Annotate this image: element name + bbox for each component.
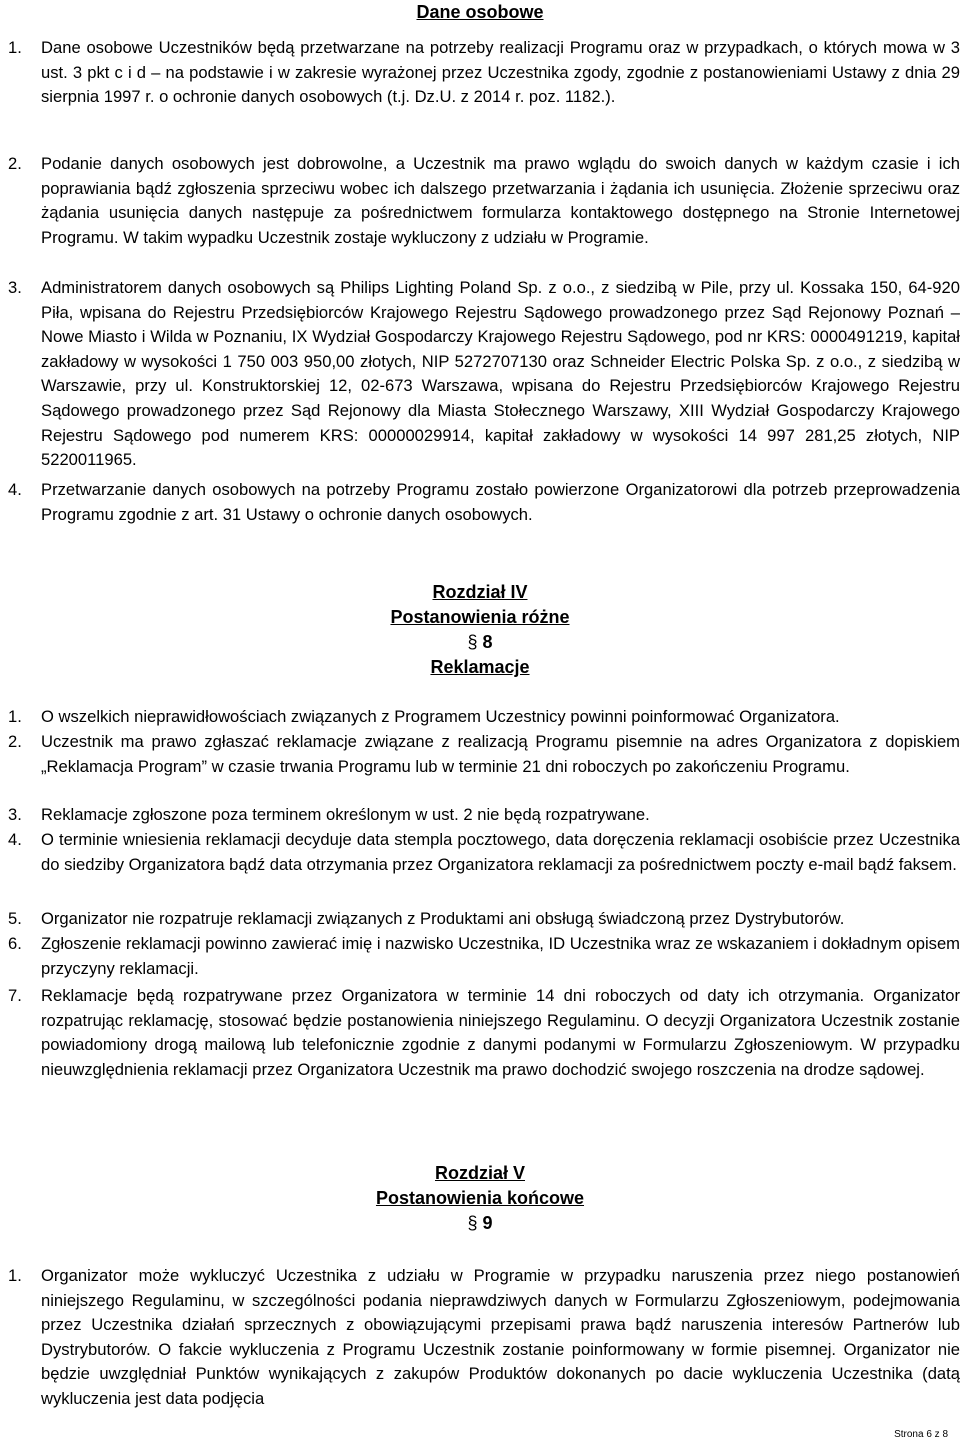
chapter-5-title: Postanowienia końcowe [375, 1188, 585, 1208]
page-number: Strona 6 z 8 [894, 1429, 948, 1440]
chapter-4-heading: Rozdział IV [432, 582, 528, 602]
paragraph-number-9: § 9 [467, 1213, 493, 1233]
paragraph-number-8: § 8 [467, 632, 493, 652]
document-page: Dane osobowe 1. Dane osobowe Uczestników będą przetwarzane na potrzeby realizacji Programu oraz w przypadkach, o których mowa w 3 ust. 3 pkt c i d – na podstawie i w zakresie wyrażonej przez Uczestnika zgody, zgodnie z postanowieniami Ustawy z dnia 29 sierpnia 1997 r. o ochronie danych osobowych (t.j. Dz.U. z 2014 r. poz. 1182.). 2. Podanie danych osobowych jest dobrowolne, a Uczestnik ma prawo wglądu do swoich danych w każdym czasie i ich poprawiania bądź zgłoszenia sprzeciwu wobec ich dalszego przetwarzania i żądania ich usunięcia. Złożenie sprzeciwu oraz żądania usunięcia danych następuje za pośrednictwem formularza kontaktowego dostępnego na Stronie Internetowej Programu. W takim wypadku Uczestnik zostaje wykluczony z udziału w Programie. 3. Administratorem danych osobowych są Philips Lighting Poland Sp. z o.o., z siedzibą w Pile, przy ul. Kossaka 150, 64-920 Piła, wpisana do Rejestru Przedsiębiorców Krajowego Rejestru Sądowego prowadzonego przez Sąd Rejonowy Poznań – Nowe Miasto i Wilda w Poznaniu, IX Wydział Gospodarczy Krajowego Rejestru Sądowego, pod nr KRS: 0000491219, kapitał zakładowy w wysokości 1 750 003 950,00 złotych, NIP 5272707130 oraz Schneider Electric Polska Sp. z o.o., z siedzibą w Warszawie, przy ul. Konstruktorskiej 12, 02-673 Warszawa, wpisana do Rejestru Przedsiębiorców Krajowego Rejestru Sądowego prowadzonego przez Sąd Rejonowy dla Miasta Stołecznego Warszawy, XIII Wydział Gospodarczy Krajowego Rejestru Sądowego pod numerem KRS: 00000029914, kapitał zakładowy w wysokości 14 997 281,25 złotych, NIP 5220011965. 4. Przetwarzanie danych osobowych na potrzeby Programu zostało powierzone Organizatorowi dla potrzeb przeprowadzenia Programu zgodnie z art. 31 Ustawy o ochronie danych osobowych. Rozdział IV Postanowienia różne § 8 Reklamacje 1. O wszelkich nieprawidłowościach związanych z Programem Uczestnicy powinni poinformować Organizatora. 2. Uczestnik ma prawo zgłaszać reklamacje związane z realizacją Programu pisemnie na adres Organizatora z dopiskiem „Reklamacja Program” w czasie trwania Programu lub w terminie 21 dni roboczych po zakończeniu Programu. 3. Reklamacje zgłoszone poza terminem określonym w ust. 2 nie będą rozpatrywane. 4. O terminie wniesienia reklamacji decyduje data stempla pocztowego, data doręczenia reklamacji osobiście przez Uczestnika do siedziby Organizatora bądź data otrzymania przez Organizatora reklamacji za pośrednictwem poczty e-mail bądź faksem. 5. Organizator nie rozpatruje reklamacji związanych z Produktami ani obsługą świadczoną przez Dystrybutorów. 6. Zgłoszenie reklamacji powinno zawierać imię i nazwisko Uczestnika, ID Uczestnika wraz ze wskazaniem i dokładnym opisem przyczyny reklamacji. 7. Reklamacje będą rozpatrywane przez Organizatora w terminie 14 dni roboczych od daty ich otrzymania. Organizator rozpatrując reklamację, stosować będzie postanowienia niniejszego Regulaminu. O decyzji Organizatora Uczestnik zostanie powiadomiony drogą mailową lub telefonicznie zgodnie z danymi podanymi w Formularzu Zgłoszeniowym. W przypadku nieuwzględnienia reklamacji przez Organizatora Uczestnik ma prawo dochodzić swojego roszczenia na drodze sądowej. Rozdział V Postanowienia końcowe § 9 1. Organizator może wykluczyć Uczestnika z udziału w Programie w przypadku naruszenia przez niego postanowień niniejszego Regulaminu, w szczególności podania nieprawdziwych danych w Formularzu Zgłoszeniowym, podejmowania przez Uczestnika działań sprzecznych z obowiązującymi przepisami prawa bądź naruszenia interesów Partnerów lub Dystrybutorów. O fakcie wykluczenia z Programu Uczestnik zostanie poinformowany w formie pisemnej. Organizator nie będzie uwzględniał Punktów wynikających z zakupów Produktów dokonanych po dacie wykluczenia Uczestnika (datą wykluczenia jest data podjęcia Strona 6 z 8 [0, 0, 960, 1444]
chapter-4-title: Postanowienia różne [390, 607, 570, 627]
chapter-5-heading: Rozdział V [434, 1163, 525, 1183]
chapter-4-subtitle: Reklamacje [430, 657, 530, 677]
section-title-personal-data: Dane osobowe [416, 2, 544, 22]
